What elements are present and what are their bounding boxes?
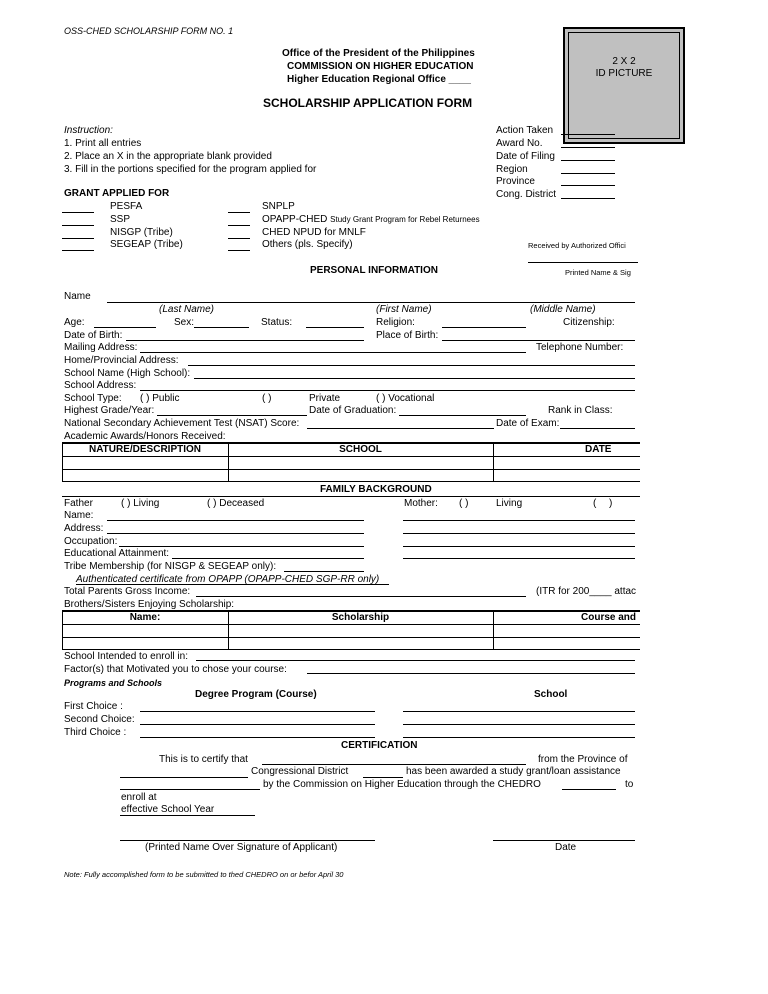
awards-col-nature: NATURE/DESCRIPTION [88, 444, 202, 455]
degree-program-heading: Degree Program (Course) [195, 689, 317, 700]
action-taken-label: Action Taken [496, 125, 554, 136]
grant-option-pesfa: PESFA [110, 201, 143, 212]
second-choice-label: Second Choice: [64, 714, 135, 725]
tribe-label: Tribe Membership (for NISGP & SEGEAP only): [64, 561, 277, 572]
dob-field[interactable] [126, 340, 364, 341]
award-no-field[interactable] [561, 147, 615, 148]
citizenship-label: Citizenship: [563, 317, 615, 328]
grant-option-ssp: SSP [110, 214, 131, 225]
religion-field[interactable] [442, 327, 526, 328]
first-name-caption: (First Name) [376, 304, 432, 315]
mother-deceased-paren-close[interactable]: ) [609, 498, 613, 509]
family-heading: FAMILY BACKGROUND [320, 484, 432, 495]
mother-living-checkbox[interactable]: ( ) [459, 498, 469, 509]
certification-heading: CERTIFICATION [341, 740, 418, 751]
cert-line2-a: Congressional District [251, 766, 349, 777]
parent-occupation-label: Occupation: [64, 536, 118, 547]
factors-field[interactable] [307, 673, 635, 674]
school-name-field[interactable] [194, 378, 635, 379]
cert-line3-a: by the Commission on Higher Education through the CHEDRO [263, 779, 541, 790]
header-office: Office of the President of the Philippines [282, 48, 475, 59]
date-signed-label: Date [555, 842, 577, 853]
grant-heading: GRANT APPLIED FOR [64, 188, 170, 199]
authenticated-note: Authenticated certificate from OPAPP (OPAPP-CHED SGP-RR only) [76, 574, 380, 585]
status-label: Status: [261, 317, 293, 328]
grant-checkbox[interactable] [228, 250, 250, 251]
nsat-label: National Secondary Achievement Test (NSAT) Score: [64, 418, 300, 429]
religion-label: Religion: [376, 317, 415, 328]
mother-education-field[interactable] [403, 558, 635, 559]
nsat-field[interactable] [307, 428, 494, 429]
grant-checkbox[interactable] [62, 212, 94, 213]
father-address-field[interactable] [107, 533, 364, 534]
third-choice-label: Third Choice : [64, 727, 127, 738]
grant-checkbox[interactable] [62, 225, 94, 226]
instruction-item: 3. Fill in the portions specified for the program applied for [64, 164, 317, 175]
father-deceased-option[interactable]: ( ) Deceased [207, 498, 265, 509]
pob-label: Place of Birth: [376, 330, 439, 341]
status-field[interactable] [306, 327, 364, 328]
school-name-label: School Name (High School): [64, 368, 191, 379]
footer-note: Note: Fully accomplished form to be submitted to thed CHEDRO on or befor April 30 [64, 870, 344, 879]
parent-name-label: Name: [64, 510, 94, 521]
award-no-label: Award No. [496, 138, 543, 149]
factors-label: Factor(s) that Motivated you to chose your course: [64, 664, 287, 675]
printed-name-sig-label: Printed Name & Sig [565, 268, 631, 277]
sex-field[interactable] [194, 327, 249, 328]
grant-option-opapp-label: OPAPP-CHED [262, 214, 328, 225]
grant-option-segeap: SEGEAP (Tribe) [110, 239, 183, 250]
instruction-item: 1. Print all entries [64, 138, 142, 149]
telephone-label: Telephone Number: [536, 342, 624, 353]
mother-name-field[interactable] [403, 520, 635, 521]
authenticated-underline [76, 584, 389, 585]
school-address-label: School Address: [64, 380, 137, 391]
first-choice-label: First Choice : [64, 701, 123, 712]
header-commission: COMMISSION ON HIGHER EDUCATION [287, 61, 474, 72]
first-choice-school-field[interactable] [403, 711, 635, 712]
awards-col-date: DATE [585, 444, 612, 455]
private-checkbox[interactable]: ( ) [262, 393, 272, 404]
age-field[interactable] [94, 327, 156, 328]
date-filing-label: Date of Filing [496, 151, 555, 162]
id-picture-size: 2 X 2 [612, 56, 636, 67]
highest-grade-label: Highest Grade/Year: [64, 405, 155, 416]
grant-option-snplp: SNPLP [262, 201, 295, 212]
form-number: OSS-CHED SCHOLARSHIP FORM NO. 1 [64, 26, 234, 36]
dob-label: Date of Birth: [64, 330, 123, 341]
mother-deceased-paren-open[interactable]: ( [593, 498, 597, 509]
name-label: Name [64, 291, 91, 302]
applicant-signature-field[interactable] [120, 840, 375, 841]
home-address-field[interactable] [188, 365, 635, 366]
siblings-col-name: Name: [129, 612, 161, 623]
cong-district-label: Cong. District [496, 189, 557, 200]
province-label: Province [496, 176, 535, 187]
date-graduation-field[interactable] [399, 415, 526, 416]
mother-address-field[interactable] [403, 533, 635, 534]
cert-district-field[interactable] [363, 777, 403, 778]
cong-district-field[interactable] [561, 198, 615, 199]
sex-label: Sex: [174, 317, 195, 328]
cert-province-field[interactable] [120, 777, 248, 778]
date-signed-field[interactable] [493, 840, 635, 841]
private-option: Private [309, 393, 341, 404]
date-graduation-label: Date of Graduation: [309, 405, 397, 416]
school-type-label: School Type: [64, 393, 122, 404]
grant-checkbox[interactable] [62, 238, 94, 239]
personal-info-heading: PERSONAL INFORMATION [310, 265, 438, 276]
date-exam-field[interactable] [560, 428, 635, 429]
father-label: Father [64, 498, 93, 509]
grant-checkbox[interactable] [228, 238, 250, 239]
cert-chedro-field[interactable] [562, 789, 616, 790]
date-filing-field[interactable] [561, 160, 615, 161]
siblings-label: Brothers/Sisters Enjoying Scholarship: [64, 599, 235, 610]
cert-line3-b: to [625, 779, 634, 790]
cert-grant-field[interactable] [120, 789, 260, 790]
siblings-col-course: Course and [581, 612, 637, 623]
vocational-option[interactable]: ( ) Vocational [376, 393, 435, 404]
middle-name-caption: (Middle Name) [530, 304, 596, 315]
mailing-label: Mailing Address: [64, 342, 138, 353]
grant-checkbox[interactable] [228, 225, 250, 226]
id-picture-label: ID PICTURE [595, 68, 653, 79]
school-intended-field[interactable] [196, 660, 635, 661]
grant-option-npud: CHED NPUD for MNLF [262, 227, 366, 238]
parent-address-label: Address: [64, 523, 104, 534]
second-choice-school-field[interactable] [403, 724, 635, 725]
programs-heading: Programs and Schools [64, 678, 163, 688]
third-choice-school-field[interactable] [403, 737, 635, 738]
father-living-option[interactable]: ( ) Living [121, 498, 160, 509]
region-label: Region [496, 164, 528, 175]
grant-option-opapp [262, 214, 480, 226]
tribe-field[interactable] [284, 571, 364, 572]
instruction-heading: Instruction: [64, 125, 113, 136]
applicant-signature-label: (Printed Name Over Signature of Applicant) [145, 842, 338, 853]
highest-grade-field[interactable] [157, 415, 307, 416]
region-field[interactable] [561, 173, 615, 174]
opapp-note: Study Grant Program for Rebel Returnees [330, 215, 480, 224]
school-intended-label: School Intended to enroll in: [64, 651, 188, 662]
itr-label: (ITR for 200____ attac [536, 586, 637, 597]
date-exam-label: Date of Exam: [496, 418, 560, 429]
cert-name-field[interactable] [262, 764, 526, 765]
income-field[interactable] [196, 596, 526, 597]
page-title: SCHOLARSHIP APPLICATION FORM [263, 96, 473, 110]
rank-label: Rank in Class: [548, 405, 613, 416]
cert-line1-b: from the Province of [538, 754, 628, 765]
grant-option-nisgp: NISGP (Tribe) [110, 227, 173, 238]
mother-occupation-field[interactable] [403, 546, 635, 547]
second-choice-course-field[interactable] [140, 724, 375, 725]
instruction-item: 2. Place an X in the appropriate blank provided [64, 151, 272, 162]
mother-label: Mother: [404, 498, 438, 509]
parent-education-label: Educational Attainment: [64, 548, 170, 559]
home-address-label: Home/Provincial Address: [64, 355, 179, 366]
grant-option-others: Others (pls. Specify) [262, 239, 353, 250]
first-choice-course-field[interactable] [140, 711, 375, 712]
grant-checkbox[interactable] [228, 212, 250, 213]
mother-living-option: Living [496, 498, 523, 509]
father-name-field[interactable] [107, 520, 364, 521]
received-by-label: Received by Authorized Offici [528, 241, 626, 250]
id-picture-box[interactable] [563, 27, 685, 144]
income-label: Total Parents Gross Income: [64, 586, 191, 597]
awards-col-school: SCHOOL [339, 444, 382, 455]
name-field[interactable] [107, 302, 635, 303]
cert-line2-b: has been awarded a study grant/loan assistance [406, 766, 621, 777]
cert-line1-a: This is to certify that [159, 754, 248, 765]
cert-line5: effective School Year [121, 804, 215, 815]
school-choice-heading: School [534, 689, 568, 700]
awards-label: Academic Awards/Honors Received: [64, 431, 226, 442]
father-education-field[interactable] [172, 558, 364, 559]
received-by-field[interactable] [528, 262, 638, 263]
third-choice-course-field[interactable] [140, 737, 375, 738]
cert-line4: enroll at [121, 792, 157, 803]
father-occupation-field[interactable] [119, 546, 364, 547]
last-name-caption: (Last Name) [159, 304, 215, 315]
mailing-field[interactable] [140, 352, 526, 353]
province-field[interactable] [561, 185, 615, 186]
school-address-field[interactable] [140, 390, 635, 391]
header-regional-office: Higher Education Regional Office ____ [287, 74, 471, 85]
grant-checkbox[interactable] [62, 250, 94, 251]
pob-field[interactable] [442, 340, 635, 341]
action-taken-field[interactable] [561, 134, 615, 135]
siblings-col-scholarship: Scholarship [331, 612, 390, 623]
age-label: Age: [64, 317, 85, 328]
public-option[interactable]: ( ) Public [140, 393, 180, 404]
